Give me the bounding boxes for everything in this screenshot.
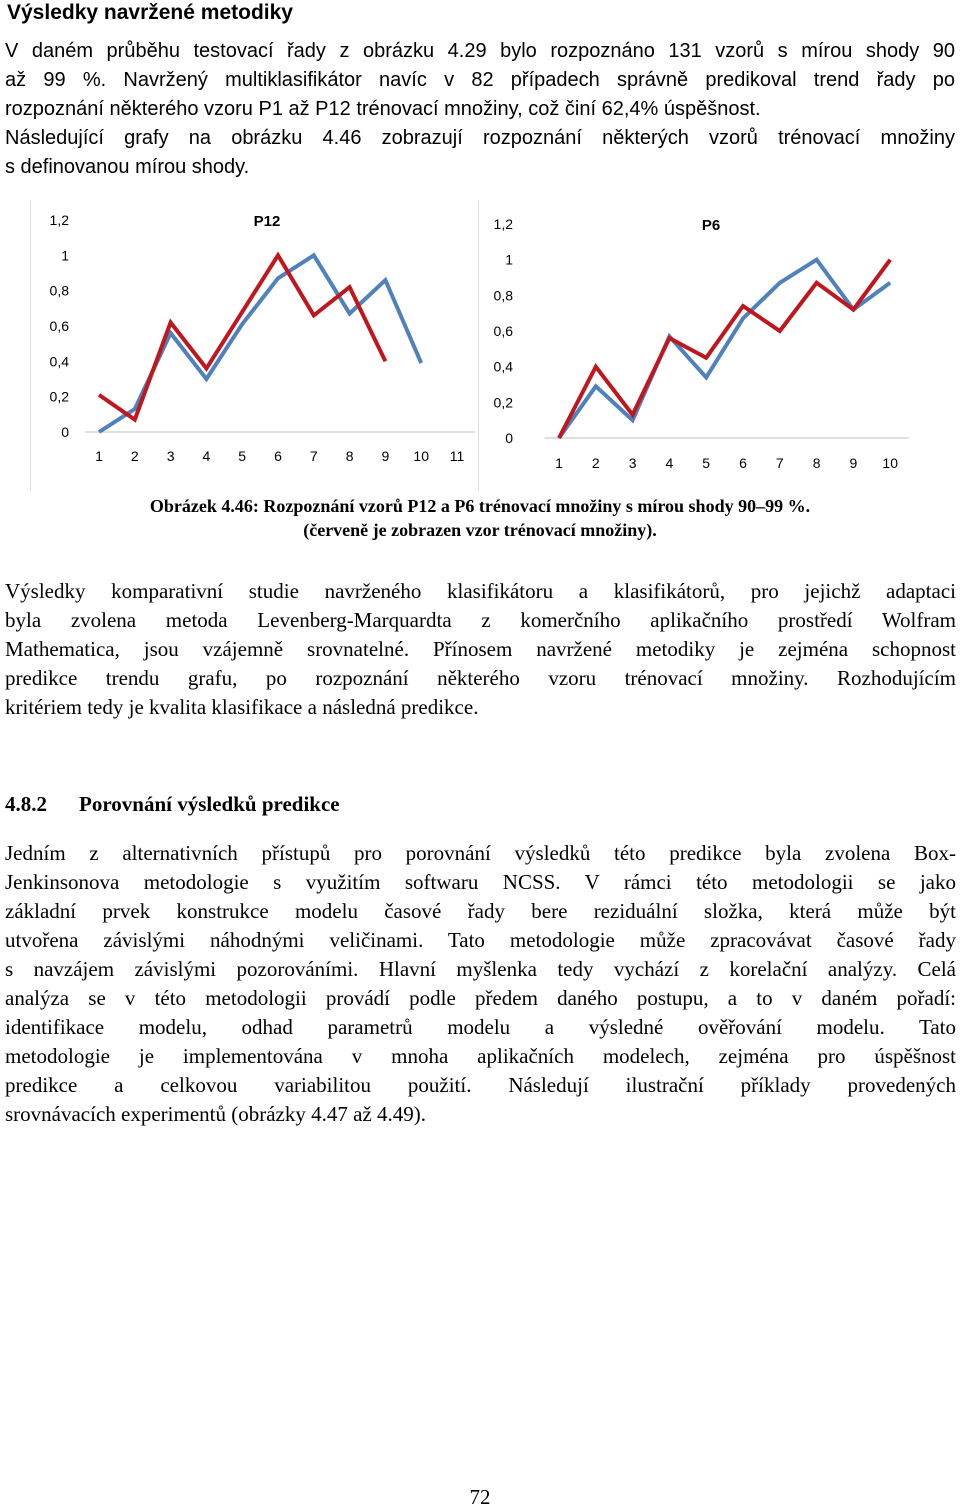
y-tick-label: 0,6 (493, 323, 513, 339)
chart-p6-frame (478, 200, 911, 490)
section-number: 4.8.2 (5, 792, 47, 816)
y-tick-label: 0 (61, 424, 69, 440)
series-line-training (99, 255, 385, 419)
intro-line: až 99 %. Navržený multiklasifikátor navíc v 82 případech správně predikoval trend řady po (5, 69, 955, 91)
figure-caption (0, 494, 960, 542)
chart-p6 (479, 200, 911, 490)
x-tick-label: 6 (274, 448, 282, 464)
x-tick-label: 4 (665, 455, 674, 471)
caption-line: (červeně je zobrazen vzor trénovací množiny). (303, 520, 657, 540)
x-tick-label: 2 (591, 455, 600, 471)
section-heading (5, 790, 340, 818)
x-tick-label: 9 (849, 455, 858, 471)
method-line: Jedním z alternativních přístupů pro porovnání výsledků této predikce byla zvolena Box- (5, 841, 956, 865)
method-line: základní prvek konstrukce modelu časové řady bere reziduální složka, která může být (5, 899, 956, 923)
results-line: Výsledky komparativní studie navrženého klasifikátoru a klasifikátorů, pro jejichž adaptaci (5, 579, 956, 603)
x-tick-label: 1 (95, 448, 103, 464)
y-tick-label: 1,2 (493, 216, 513, 232)
x-tick-label: 7 (309, 448, 318, 464)
method-line: analýza se v této metodologii provádí podle předem daného postupu, a to v daném pořadí: (5, 986, 956, 1010)
y-tick-label: 1,2 (49, 212, 69, 228)
results-line: predikce trendu grafu, po rozpoznání některého vzoru trénovací množiny. Rozhodujícím (5, 666, 956, 690)
chart-p12 (31, 200, 479, 490)
series-line-recognized (559, 260, 890, 438)
method-line: utvořena závislými náhodnými veličinami. Tato metodologie může zpracovávat časové řady (5, 928, 956, 952)
y-tick-label: 0,2 (493, 394, 513, 411)
x-tick-label: 10 (882, 455, 898, 471)
x-tick-label: 4 (202, 448, 211, 464)
chart-title: P6 (701, 217, 721, 234)
x-tick-label: 1 (555, 455, 563, 471)
x-tick-label: 10 (413, 448, 429, 464)
results-line: byla zvolena metoda Levenberg-Marquardta z komerčního aplikačního prostředí Wolfram (5, 608, 956, 632)
results-paragraph (5, 577, 956, 722)
y-tick-label: 0 (505, 430, 513, 446)
x-tick-label: 6 (739, 455, 747, 471)
x-tick-label: 7 (775, 455, 784, 471)
y-tick-label: 0,6 (49, 318, 69, 334)
method-line: predikce a celkovou variabilitou použití. Následují ilustrační příklady provedených (5, 1073, 956, 1097)
x-tick-label: 11 (449, 448, 465, 464)
x-tick-label: 5 (702, 455, 711, 471)
chart-title: P12 (253, 213, 281, 230)
results-heading: Výsledky navržené metodiky (7, 1, 293, 24)
x-tick-label: 5 (238, 448, 247, 464)
caption-line: Obrázek 4.46: Rozpoznání vzorů P12 a P6 trénovací množiny s mírou shody 90–99 %. (149, 496, 811, 516)
x-tick-label: 3 (628, 455, 637, 471)
method-line: identifikace modelu, odhad parametrů modelu a výsledné ověřování modelu. Tato (5, 1015, 956, 1039)
section-title: Porovnání výsledků predikce (79, 792, 340, 816)
method-line: s navzájem závislými pozorováními. Hlavní myšlenka tedy vychází z korelační analýzy. Celá (5, 957, 956, 981)
method-line: metodologie je implementována v mnoha aplikačních modelech, zejména pro úspěšnost (5, 1044, 956, 1068)
y-tick-label: 0,4 (493, 358, 513, 375)
x-tick-label: 9 (381, 448, 390, 464)
results-line: kritériem tedy je kvalita klasifikace a následná predikce. (5, 695, 479, 719)
y-tick-label: 1 (505, 251, 513, 268)
intro-line: V daném průběhu testovací řady z obrázku 4.29 bylo rozpoznáno 131 vzorů s mírou shody 90 (5, 40, 955, 62)
x-tick-label: 3 (166, 448, 175, 464)
x-tick-label: 8 (345, 448, 354, 464)
intro-line: Následující grafy na obrázku 4.46 zobrazují rozpoznání některých vzorů trénovací množiny (5, 127, 955, 149)
x-tick-label: 8 (812, 455, 821, 471)
method-line: srovnávacích experimentů (obrázky 4.47 až 4.49). (5, 1102, 427, 1126)
y-tick-label: 0,4 (49, 353, 69, 370)
x-tick-label: 2 (130, 448, 139, 464)
chart-p12-frame (30, 200, 479, 490)
y-tick-label: 0,8 (49, 282, 69, 299)
intro-line: s definovanou mírou shody. (5, 156, 250, 178)
intro-line: rozpoznání některého vzoru P1 až P12 trénovací množiny, což činí 62,4% úspěšnost. (5, 98, 761, 120)
results-line: Mathematica, jsou vzájemně srovnatelné. Přínosem navržené metodiky je zejména schopnost (5, 637, 956, 661)
y-tick-label: 0,2 (49, 388, 69, 405)
method-line: Jenkinsonova metodologie s využitím softwaru NCSS. V rámci této metodologii se jako (5, 870, 956, 894)
page-number: 72 (469, 1485, 491, 1509)
y-tick-label: 1 (61, 247, 69, 264)
method-paragraph (5, 839, 956, 1129)
y-tick-label: 0,8 (493, 287, 513, 304)
intro-paragraph (5, 37, 955, 182)
